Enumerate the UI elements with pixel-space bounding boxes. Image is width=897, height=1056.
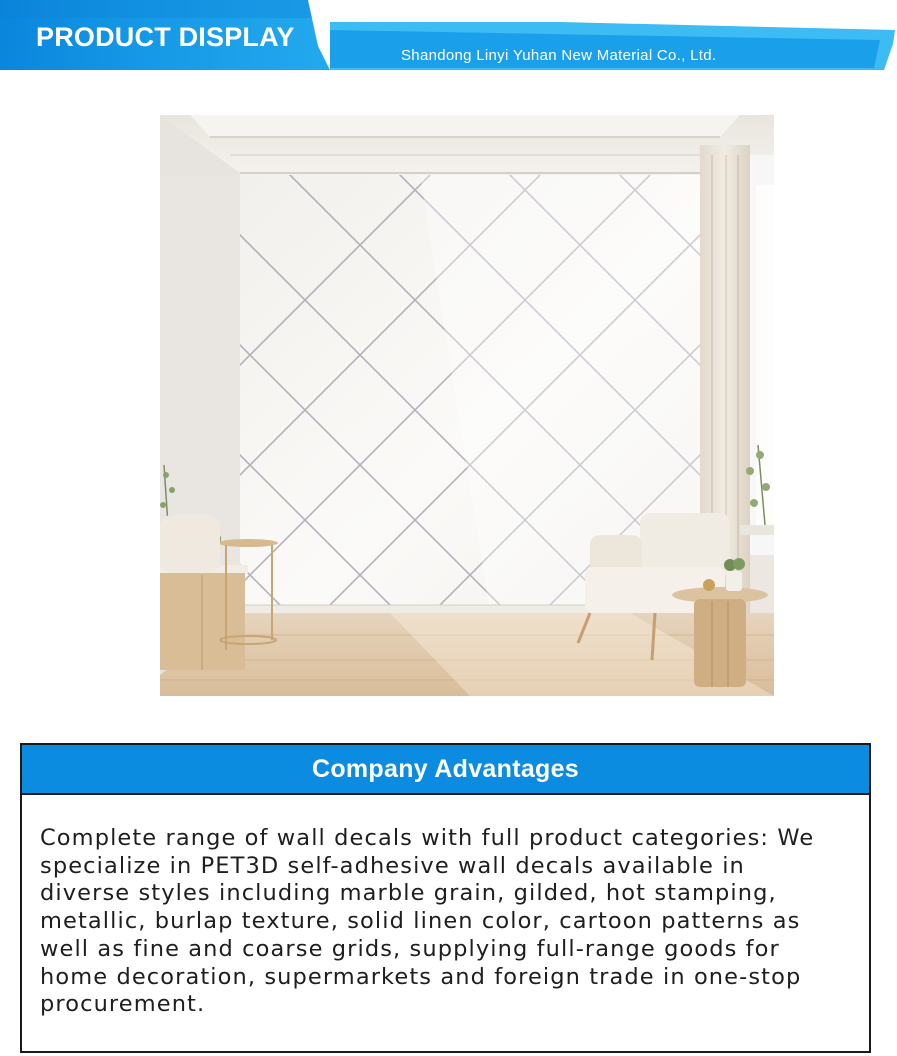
advantages-header: [22, 745, 869, 795]
company-name: Shandong Linyi Yuhan New Material Co., Ltd.: [401, 47, 717, 64]
advantages-text: Complete range of wall decals with full product categories: We specialize in PET3D self-adhesive wall decals available in diverse styles including marble grain, gilded, hot stamping, metallic, burlap texture, solid linen color, cartoon patterns as well as fine and coarse grids, supplying full-range goods for home decoration, supermarkets and foreign trade in one-stop procurement.: [40, 825, 815, 1018]
product-image: [160, 115, 774, 696]
banner-title: PRODUCT DISPLAY: [36, 22, 295, 52]
advantages-title: Company Advantages: [311, 754, 580, 783]
header-banner: [0, 0, 897, 82]
company-advantages-panel: [20, 743, 871, 1053]
room-illustration: [160, 115, 774, 696]
